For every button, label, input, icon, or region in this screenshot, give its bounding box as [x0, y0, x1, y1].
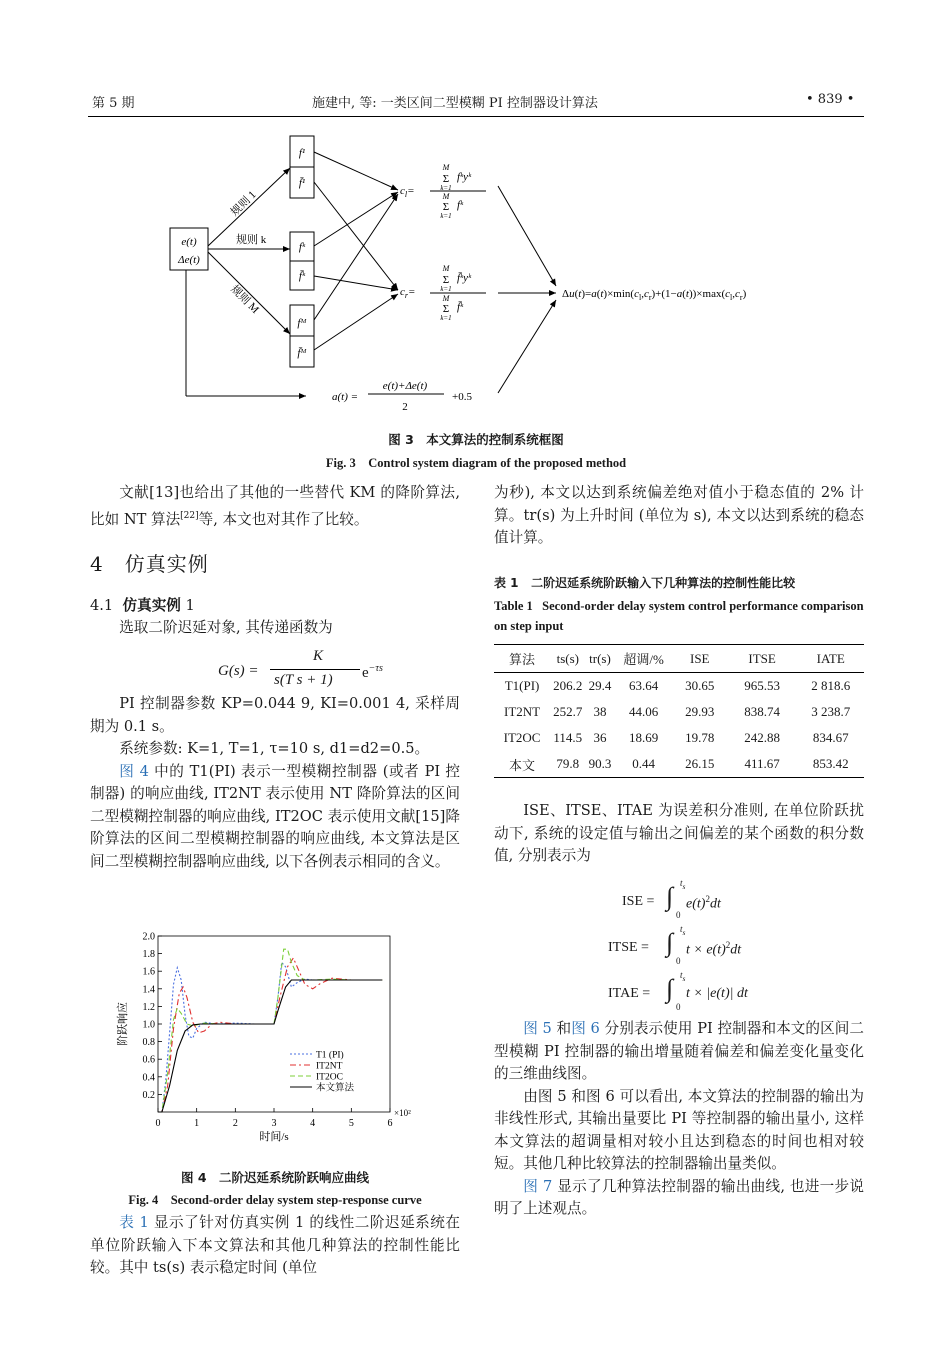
table1-header-cell: tr(s): [585, 645, 614, 673]
a-lhs: a(t) =: [332, 391, 359, 403]
legend-label: IT2NT: [316, 1061, 343, 1072]
table1-header-row: [494, 645, 864, 673]
lower-firing-1: f¹: [298, 147, 306, 159]
x-tick-label: 5: [348, 1118, 354, 1129]
link-fig6[interactable]: 图 6: [571, 1020, 600, 1037]
svg-text:Σ: Σ: [442, 173, 450, 185]
fig4-caption-cn: 图 4 二阶迟延系统阶跃响应曲线: [180, 1170, 370, 1185]
svg-text:f̄ᵏ: f̄ᵏ: [457, 301, 464, 313]
y-tick-label: 0.4: [142, 1072, 155, 1084]
x-tick-label: 2: [232, 1118, 238, 1129]
table-cell: IT2OC: [503, 730, 541, 745]
label-rule-m: 规则 M: [228, 283, 262, 317]
right-paragraph-integrals: [494, 800, 864, 868]
table-cell: 29.93: [685, 704, 715, 719]
legend-label: IT2OC: [316, 1072, 343, 1083]
table-cell: 838.74: [744, 704, 780, 719]
table-cell: 242.88: [744, 730, 780, 745]
svg-text:Σ: Σ: [442, 274, 450, 286]
running-title: 施建中, 等: 一类区间二型模糊 PI 控制器设计算法: [312, 96, 598, 111]
y-axis-label: 阶跃响应: [117, 1002, 129, 1046]
x-tick-label: 6: [387, 1118, 393, 1129]
svg-text:M: M: [442, 163, 450, 172]
y-tick-label: 1.2: [142, 1001, 155, 1013]
table-cell: 44.06: [629, 704, 659, 719]
legend-label: T1 (PI): [316, 1050, 344, 1061]
paragraph-error-criteria: ISE、ITSE、ITAE 为误差积分准则, 在单位阶跃扰动下, 系统的设定值与输出之间偏差的某个函数的积分数值, 分别表示为: [494, 802, 864, 864]
table1-header-cell: ITSE: [727, 645, 798, 673]
paragraph-table1-intro: 表 1 显示了针对仿真实例 1 的线性二阶迟延系统在单位阶跃输入下本文算法和其他几种算法的控制性能比较。其中 ts(s) 表示稳定时间 (单位: [90, 1214, 460, 1276]
svg-text:M: M: [442, 294, 450, 303]
upper-firing-m: f̄ᴹ: [297, 347, 307, 359]
x-tick-label: 4: [310, 1118, 316, 1129]
link-fig5[interactable]: 图 5: [523, 1020, 552, 1037]
header-rule: [88, 116, 864, 117]
table1: [494, 644, 864, 778]
paragraph-fig5-fig6: 图 5 和图 6 分别表示使用 PI 控制器和本文的区间二型模糊 PI 控制器的输出增量随着偏差和偏差变化量变化的三维曲线图。: [494, 1020, 864, 1082]
output-formula: $\Delta u(t)=a(t)\times\min(c_l,c_r)+(1-a(t))\times\max(c_l,c_r)$: [562, 288, 747, 302]
paragraph-system-params: 系统参数: K=1, T=1, τ=10 s, d1=d2=0.5。: [119, 740, 430, 757]
legend-label: 本文算法: [316, 1083, 355, 1094]
svg-text:k=1: k=1: [440, 184, 452, 192]
link-fig7[interactable]: 图 7: [523, 1177, 553, 1195]
fig3-caption-cn: 图 3 本文算法的控制系统框图: [388, 432, 564, 447]
svg-text:k=1: k=1: [440, 212, 452, 220]
table1-header-cell: ISE: [673, 645, 727, 673]
lower-firing-m: fᴹ: [297, 317, 307, 329]
right-column: [494, 482, 864, 550]
input-de: Δe(t): [178, 254, 200, 266]
lower-firing-k: fᵏ: [298, 241, 306, 253]
right-bottom-paragraphs: [494, 1018, 864, 1221]
svg-text:cr=: $c_r=$: [400, 286, 416, 300]
paragraph-fig7: 图 7 显示了几种算法控制器的输出曲线, 也进一步说明了上述观点。: [494, 1177, 864, 1217]
table-cell: T1(PI): [504, 678, 540, 693]
y-tick-label: 1.8: [142, 949, 155, 961]
left-paragraph-block: [90, 617, 460, 640]
x-tick-label: 1: [194, 1118, 200, 1129]
section-4-title: 4 仿真实例: [90, 552, 209, 576]
table-row: [494, 751, 864, 778]
table1-header-cell: ts(s): [550, 645, 585, 673]
table-cell: 411.67: [727, 751, 798, 778]
table-cell: IT2NT: [504, 704, 541, 719]
fig4-caption-en: Fig. 4 Second-order delay system step-response curve: [128, 1193, 422, 1207]
y-tick-label: 1.6: [142, 966, 155, 978]
y-tick-label: 0.2: [142, 1089, 155, 1101]
svg-text:fᵏ: fᵏ: [457, 199, 464, 211]
table-cell: 853.42: [797, 751, 864, 778]
svg-text:Σ: Σ: [442, 303, 450, 315]
y-tick-label: 0.8: [142, 1037, 155, 1049]
paragraph-fig4-description: 图 4 中的 T1(PI) 表示一型模糊控制器 (或者 PI 控制器) 的响应曲线, IT2NT 表示使用 NT 降阶算法的区间二型模糊控制器的响应曲线, IT2OC 表示使用文献[15]降阶算法的区间二型模糊控制器的响应曲线, 本文算法是区间二型模糊控制器响应曲线, 以下各例表示相同的含义。: [90, 762, 460, 870]
paragraph-analysis: 由图 5 和图 6 可以看出, 本文算法的控制器的输出为非线性形式, 其输出量要比 PI 等控制器的输出量小, 这样本文算法的超调量相对较小且达到稳态的时间也相对较短。其他几种比较算法的控制器输出量类似。: [494, 1087, 864, 1172]
table-cell: 29.4: [588, 678, 612, 693]
x-axis-label: 时间/s: [259, 1131, 289, 1143]
y-tick-label: 1.4: [142, 984, 155, 996]
table-cell: 30.65: [685, 678, 715, 693]
x-multiplier: ×10²: [394, 1108, 411, 1118]
svg-text:M: M: [442, 264, 450, 273]
table-cell: 79.8: [550, 751, 585, 778]
paragraph-nt-algorithm: 文献[13]也给出了其他的一些替代 KM 的降阶算法, 比如 NT 算法[22]等, 本文也对其作了比较。: [90, 484, 460, 528]
link-fig4[interactable]: 图 4: [119, 762, 149, 780]
svg-text:fᵏyᵏ: fᵏyᵏ: [457, 171, 472, 183]
table-cell: 3 238.7: [811, 704, 851, 719]
paragraph-select-object: 选取二阶迟延对象, 其传递函数为: [119, 619, 333, 636]
table-cell: 114.5: [553, 730, 583, 745]
x-tick-label: 0: [155, 1118, 161, 1129]
table-cell: 252.7: [553, 704, 583, 719]
table-cell: 本文: [494, 751, 550, 778]
a-numerator: e(t)+Δe(t): [382, 380, 428, 392]
table-cell: 19.78: [685, 730, 715, 745]
table-cell: 965.53: [744, 678, 780, 693]
table-cell: 18.69: [629, 730, 659, 745]
a-add: +0.5: [452, 391, 472, 403]
table-cell: 38: [593, 704, 607, 719]
left-column: [90, 482, 460, 531]
table1-caption-en: Table 1 Second-order delay system control performance comparison on step input: [494, 599, 864, 633]
svg-text:f̄ᵏyᵏ: f̄ᵏyᵏ: [457, 272, 472, 284]
svg-text:M: M: [442, 192, 450, 201]
x-tick-label: 3: [271, 1118, 277, 1129]
eq-itae-label: ITAE =: [608, 986, 651, 1001]
svg-text:k=1: k=1: [440, 314, 452, 322]
issue-number: 第 5 期: [92, 96, 135, 111]
table-cell: 36: [593, 730, 607, 745]
table-cell: 0.44: [615, 751, 673, 778]
left-paragraphs: [90, 693, 460, 873]
table-cell: 90.3: [585, 751, 614, 778]
label-rule-1: 规则 1: [228, 188, 259, 219]
a-denominator: 2: [402, 401, 408, 413]
eq-itse-label: ITSE =: [608, 940, 649, 955]
upper-firing-k: f̄ᵏ: [298, 270, 306, 282]
figure-3-diagram: [160, 128, 860, 418]
table1-header-cell: 超调/%: [615, 645, 673, 673]
link-table1[interactable]: 表 1: [119, 1214, 149, 1231]
figure-4-chart: [110, 928, 430, 1160]
table1-header-cell: IATE: [797, 645, 864, 673]
table1-header-cell: 算法: [494, 645, 550, 673]
table-cell: 206.2: [553, 678, 583, 693]
table-cell: 63.64: [629, 678, 659, 693]
paragraph-settling-time: 为秒), 本文以达到系统偏差绝对值小于稳态值的 2% 计算。tr(s) 为上升时间 (单位为 s), 本文以达到系统的稳态值计算。: [494, 484, 864, 546]
upper-firing-1: f̄¹: [298, 177, 306, 189]
table-row: [494, 699, 864, 725]
svg-text:k=1: k=1: [440, 285, 452, 293]
label-rule-k: 规则 k: [236, 234, 267, 246]
fig3-caption-en: Fig. 3 Control system diagram of the proposed method: [325, 456, 627, 470]
y-tick-label: 0.6: [142, 1054, 155, 1066]
integral-equations: ISE = ∫ $t_s$ 0 $e(t)^2dt$ ITSE = ∫ $t_s$ 0 $t \times e(t)^2dt$ ITAE = ∫ $t_s$ 0 t × |e(t)| dt: [608, 878, 748, 1012]
input-e: e(t): [181, 236, 197, 248]
subsection-4-1-title: 4.1 仿真实例 1: [90, 597, 195, 614]
y-tick-label: 2.0: [142, 931, 155, 943]
left-bottom-paragraph: [90, 1212, 460, 1280]
svg-text:cl=: $c_l=$: [400, 185, 415, 199]
table-row: [494, 725, 864, 751]
table-cell: 834.67: [812, 730, 849, 745]
table-cell: 26.15: [673, 751, 727, 778]
page-number: • 839 •: [806, 92, 855, 107]
eq-ise-label: ISE =: [622, 894, 655, 909]
table1-caption-cn: 表 1 二阶迟延系统阶跃输入下几种算法的控制性能比较: [494, 576, 796, 590]
paragraph-pi-params: PI 控制器参数 KP=0.044 9, KI=0.001 4, 采样周期为 0.1 s。: [90, 695, 460, 735]
svg-text:Σ: Σ: [442, 201, 450, 213]
table-row: [494, 673, 864, 700]
y-tick-label: 1.0: [142, 1019, 155, 1031]
table-cell: 2 818.6: [811, 678, 851, 693]
